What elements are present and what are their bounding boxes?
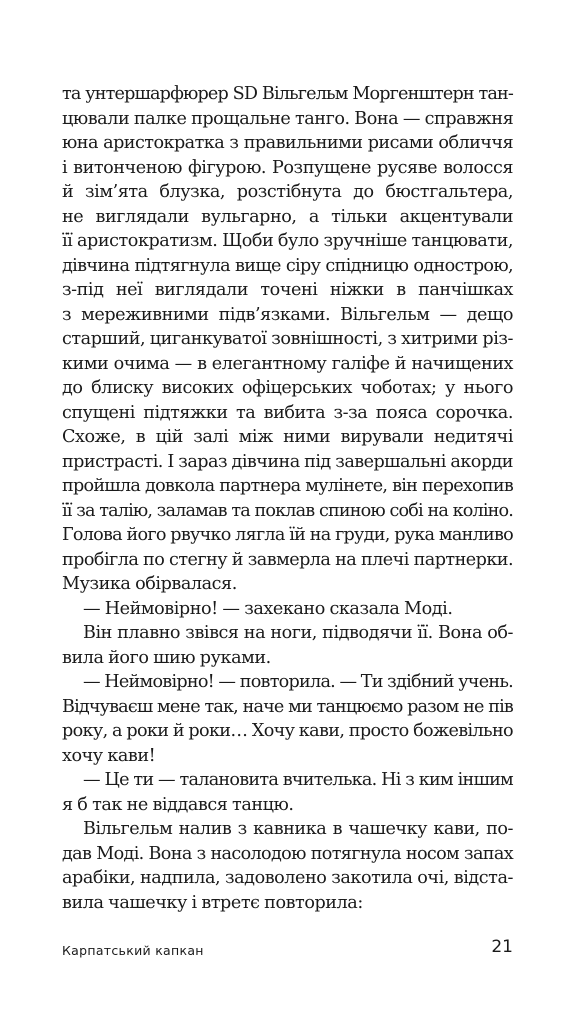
text-line: її аристократизм. Щоби було зручніше танцювати, <box>62 231 513 251</box>
text-line: року, а роки й роки… Хочу кави, просто божевільно <box>62 721 513 741</box>
page-footer <box>62 937 513 961</box>
text-line: Відчуваєш мене так, наче ми танцюємо разом не пів <box>62 696 513 717</box>
text-line: пробігла по стегну й завмерла на плечі партнерки. <box>62 549 513 570</box>
text-line: я б так не віддався танцю. <box>62 794 294 815</box>
text-line: — Це ти — талановита вчителька. Ні з ким іншим <box>83 770 513 790</box>
running-title: Карпатський капкан <box>62 943 204 958</box>
text-line: дівчина підтягнула вище сіру спідницю однострою, <box>62 255 513 276</box>
text-line: пристрасті. І зараз дівчина під завершальні акорди <box>62 451 513 472</box>
body-text <box>62 82 513 915</box>
text-line: старший, циганкуватої зовнішності, з хитрими різ- <box>62 329 514 349</box>
text-line: вила його шию руками. <box>62 647 271 668</box>
text-line: — Неймовірно! — захекано сказала Моді. <box>83 598 453 619</box>
text-line: Схоже, в цій залі між ними вирували недитячі <box>62 427 513 447</box>
text-line: Голова його рвучко лягла їй на груди, рука манливо <box>62 525 513 545</box>
text-line: цювали палке прощальне танго. Вона — справжня <box>62 108 514 129</box>
text-line: і витонченою фігурою. Розпущене русяве волосся <box>62 157 513 178</box>
text-line: Музика обірвалася. <box>62 574 237 594</box>
text-line: вила чашечку і втретє повторила: <box>62 892 363 913</box>
text-line: Він плавно звівся на ноги, підводячи її. Вона об- <box>83 623 513 643</box>
text-line: й зім’ята блузка, розстібнута до бюстгальтера, <box>62 182 513 202</box>
text-line: арабіки, надпила, задоволено закотила очі, відста- <box>62 868 513 888</box>
text-line: пройшла довкола партнера мулінете, він перехопив <box>62 476 513 496</box>
text-line: спущені підтяжки та вибита з-за пояса сорочка. <box>62 402 513 423</box>
text-line: до блиску високих офіцерських чоботах; у нього <box>62 378 513 398</box>
text-line: Вільгельм налив з кавника в чашечку кави, по- <box>83 819 513 839</box>
text-line: з мереживними підв’язками. Вільгельм — дещо <box>62 304 513 325</box>
text-line: хочу кави! <box>62 745 156 766</box>
page-number: 21 <box>491 937 513 957</box>
text-line: не виглядали вульгарно, а тільки акцентували <box>62 206 513 227</box>
text-line: з-під неї виглядали точені ніжки в панчішках <box>62 280 513 300</box>
text-line: кими очима — в елегантному галіфе й начищених <box>62 353 513 374</box>
text-line: — Неймовірно! — повторила. — Ти здібний учень. <box>83 672 513 692</box>
text-line: юна аристократка з правильними рисами обличчя <box>62 133 513 153</box>
text-line: дав Моді. Вона з насолодою потягнула носом запах <box>62 843 513 864</box>
text-line: її за талію, заламав та поклав спиною собі на коліно. <box>62 500 513 521</box>
text-line: та унтершарфюрер SD Вільгельм Моргенштерн тан- <box>62 84 513 104</box>
